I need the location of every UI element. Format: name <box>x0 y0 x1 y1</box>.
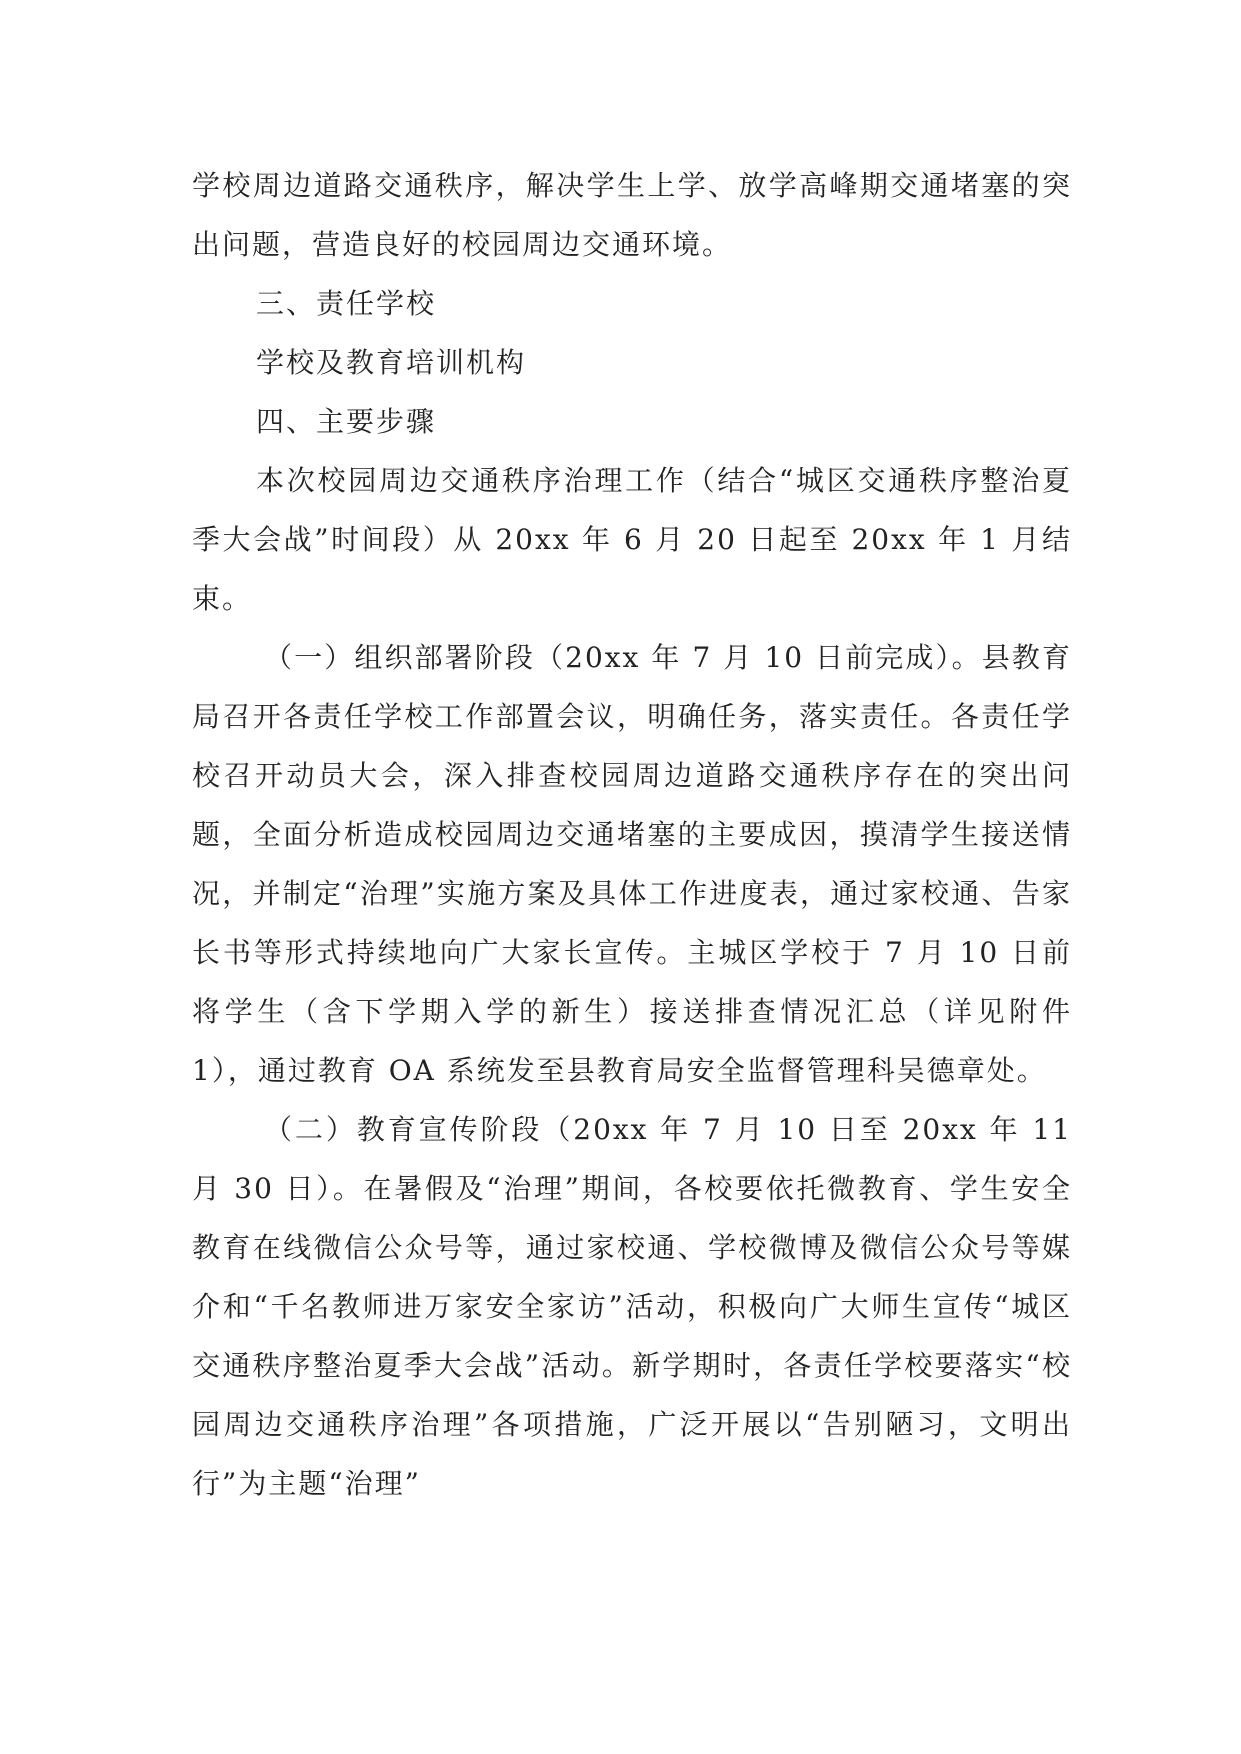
paragraph-responsible-schools: 学校及教育培训机构 <box>256 346 527 379</box>
heading-main-steps: 四、主要步骤 <box>256 405 437 438</box>
document-body <box>192 156 1072 1513</box>
heading-responsible-schools: 三、责任学校 <box>256 287 437 320</box>
paragraph-timeline: 本次校园周边交通秩序治理工作（结合“城区交通秩序整治夏季大会战”时间段）从 20xx 年 6 月 20 日起至 20xx 年 1 月结束。 <box>192 464 1072 615</box>
paragraph-stage-one: （一）组织部署阶段（20xx 年 7 月 10 日前完成）。县教育局召开各责任学校工作部置会议，明确任务，落实责任。各责任学校召开动员大会，深入排查校园周边道路交通秩序存在的突出问题，全面分析造成校园周边交通堵塞的主要成因，摸清学生接送情况，并制定“治理”实施方案及具体工作进度表，通过家校通、告家长书等形式持续地向广大家长宣传。主城区学校于 7 月 10 日前将学生（含下学期入学的新生）接送排查情况汇总（详见附件 1），通过教育 OA 系统发至县教育局安全监督管理科吴德章处。 <box>192 641 1072 1087</box>
paragraph-continuation: 学校周边道路交通秩序，解决学生上学、放学高峰期交通堵塞的突出问题，营造良好的校园周边交通环境。 <box>192 169 1072 261</box>
paragraph-stage-two: （二）教育宣传阶段（20xx 年 7 月 10 日至 20xx 年 11 月 30 日）。在暑假及“治理”期间，各校要依托微教育、学生安全教育在线微信公众号等，通过家校通、学校微博及微信公众号等媒介和“千名教师进万家安全家访”活动，积极向广大师生宣传“城区交通秩序整治夏季大会战”活动。新学期时，各责任学校要落实“校园周边交通秩序治理”各项措施，广泛开展以“告别陋习，文明出行”为主题“治理” <box>192 1113 1072 1500</box>
